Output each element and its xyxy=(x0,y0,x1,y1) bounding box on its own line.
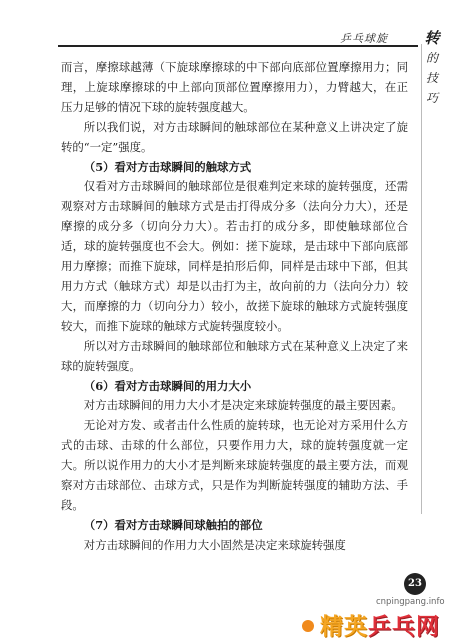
watermark-logo xyxy=(296,608,446,638)
paragraph: 仅看对方击球瞬间的触球部位是很难判定来球的旋转强度，还需观察对方击球瞬间的触球方式是击打得成分多（法向分力大），还是摩擦的成分多（切向分力大）。若击打的成分多，即使触球部位合适，球的旋转强度也不会大。例如：搓下旋球，是击球中下部向底部用力摩擦；而推下旋球，同样是拍形后仰，同样是击球中下部，但其用力方式（触球方式）却是以击打为主，故向前的力（法向分力）较大，而摩擦的力（切向分力）较小，故搓下旋球的触球方式旋转强度较大，而推下旋球的触球方式旋转强度较小。 xyxy=(61,179,408,333)
watermark-url: cnpingpang.info xyxy=(376,597,445,607)
side-char-4: 巧 xyxy=(425,91,438,105)
section-heading: （5）看对方击球瞬间的触球方式 xyxy=(83,159,252,174)
paragraph: 无论对方发、或者击什么性质的旋转球，也无论对方采用什么方式的击球、击球的什么部位，只要作用力大，球的旋转强度就一定大。所以说作用力的大小才是判断来球旋转强度的最主要方法，而观察对方击球部位、击球方式，只是作为判断旋转强度的辅助方法、手段。 xyxy=(61,418,408,512)
paragraph-continuation: 而言，摩擦球越薄（下旋球摩擦球的中下部向底部位置摩擦用力；同理，上旋球摩擦球的中上部向顶部位置摩擦用力），力臂越大，在正压力足够的情况下球的旋转强度越大。 xyxy=(61,60,408,114)
side-char-3: 技 xyxy=(425,71,438,85)
paragraph: 对方击球瞬间的作用力大小固然是决定来球旋转强度 xyxy=(83,537,346,552)
page-number: 23 xyxy=(404,573,426,595)
book-title: 乒乓球旋 xyxy=(340,32,388,45)
paragraph: 对方击球瞬间的用力大小才是决定来球旋转强度的最主要因素。 xyxy=(83,398,403,413)
side-char-2: 的 xyxy=(425,51,438,65)
paragraph: 所以我们说，对方击球瞬间的触球部位在某种意义上讲决定了旋转的“一定”强度。 xyxy=(61,119,408,154)
section-heading: （7）看对方击球瞬间球触拍的部位 xyxy=(83,517,263,532)
side-title xyxy=(418,28,446,108)
side-rule xyxy=(421,44,422,514)
paragraph: 所以对方击球瞬间的触球部位和触球方式在某种意义上决定了来球的旋转强度。 xyxy=(61,338,408,373)
watermark-logo-part1: 精英 xyxy=(320,614,368,640)
section-heading: （6）看对方击球瞬间的用力大小 xyxy=(83,378,252,393)
ping-pong-ball-icon xyxy=(302,620,314,632)
body-text xyxy=(61,58,408,556)
side-char-1: 转 xyxy=(424,29,440,47)
watermark-logo-part2: 乒乓网 xyxy=(368,614,440,640)
